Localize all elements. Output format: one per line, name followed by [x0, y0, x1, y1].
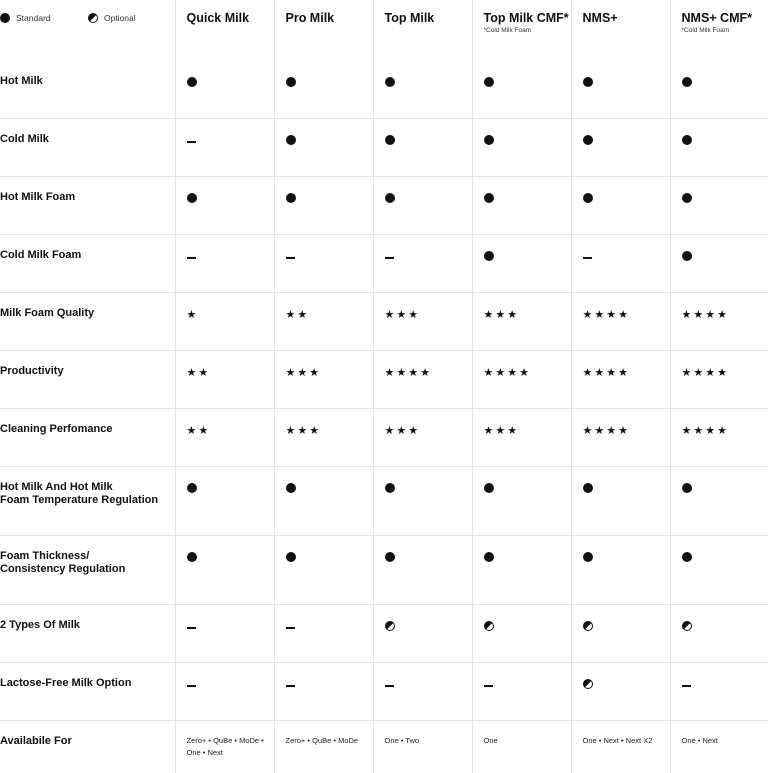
value-cell	[670, 351, 768, 409]
table-row	[0, 177, 768, 235]
dash-icon	[187, 685, 196, 687]
star-rating: ★★	[187, 367, 211, 379]
legend-standard	[0, 13, 51, 23]
filled-circle-icon	[484, 135, 494, 145]
filled-circle-icon	[484, 77, 494, 87]
value-cell	[670, 467, 768, 536]
table-row	[0, 721, 768, 773]
value-cell	[274, 536, 373, 605]
value-cell	[274, 721, 373, 773]
half-circle-icon	[385, 621, 395, 631]
dash-icon	[187, 141, 196, 143]
feature-label: Foam Thickness/ Consistency Regulation	[0, 536, 175, 605]
star-rating: ★★★	[286, 425, 322, 437]
value-cell	[175, 235, 274, 293]
filled-circle-icon	[385, 483, 395, 493]
value-cell	[472, 536, 571, 605]
feature-label: Cleaning Perfomance	[0, 409, 175, 467]
legend	[0, 0, 175, 61]
star-rating: ★★★	[286, 367, 322, 379]
star-rating: ★★★★	[484, 367, 531, 379]
column-header-top-milk	[373, 0, 472, 61]
value-cell	[472, 235, 571, 293]
filled-circle-icon	[484, 251, 494, 261]
filled-circle-icon	[385, 193, 395, 203]
filled-circle-icon	[385, 552, 395, 562]
value-cell	[670, 61, 768, 119]
availability-text: Zero+ • QuBe • MoDe • One • Next	[187, 736, 264, 757]
star-rating: ★★★★	[682, 309, 729, 321]
value-cell	[472, 409, 571, 467]
value-cell	[373, 235, 472, 293]
value-cell	[670, 536, 768, 605]
star-rating: ★★★★	[682, 367, 729, 379]
value-cell	[571, 663, 670, 721]
dash-icon	[385, 685, 394, 687]
value-cell	[670, 721, 768, 773]
column-title: Pro Milk	[286, 11, 335, 25]
value-cell	[274, 409, 373, 467]
value-cell	[373, 663, 472, 721]
filled-circle-icon	[286, 483, 296, 493]
feature-label: Availabile For	[0, 721, 175, 773]
value-cell	[175, 177, 274, 235]
value-cell	[274, 119, 373, 177]
dash-icon	[286, 627, 295, 629]
half-circle-icon	[88, 13, 98, 23]
value-cell	[274, 605, 373, 663]
value-cell	[670, 177, 768, 235]
value-cell	[670, 605, 768, 663]
value-cell	[472, 293, 571, 351]
value-cell	[472, 721, 571, 773]
legend-standard-label: Standard	[16, 13, 51, 23]
column-title: Top Milk	[385, 11, 435, 25]
filled-circle-icon	[682, 193, 692, 203]
value-cell	[472, 467, 571, 536]
dash-icon	[187, 257, 196, 259]
value-cell	[274, 351, 373, 409]
star-rating: ★★★	[484, 309, 520, 321]
value-cell	[571, 409, 670, 467]
dash-icon	[286, 685, 295, 687]
feature-label: Hot Milk And Hot Milk Foam Temperature Regulation	[0, 467, 175, 536]
filled-circle-icon	[484, 193, 494, 203]
filled-circle-icon	[682, 552, 692, 562]
value-cell	[373, 119, 472, 177]
value-cell	[373, 409, 472, 467]
column-title: Quick Milk	[187, 11, 250, 25]
feature-label: Hot Milk	[0, 61, 175, 119]
value-cell	[670, 293, 768, 351]
filled-circle-icon	[484, 483, 494, 493]
value-cell	[571, 235, 670, 293]
column-header-nms-plus	[571, 0, 670, 61]
value-cell	[175, 721, 274, 773]
filled-circle-icon	[682, 483, 692, 493]
value-cell	[175, 61, 274, 119]
star-rating: ★★★	[385, 309, 421, 321]
filled-circle-icon	[286, 135, 296, 145]
column-note: *Cold Milk Foam	[484, 27, 571, 34]
value-cell	[175, 536, 274, 605]
star-rating: ★★	[286, 309, 310, 321]
star-rating: ★★★★	[583, 367, 630, 379]
value-cell	[472, 61, 571, 119]
table-row	[0, 61, 768, 119]
star-rating: ★★★	[385, 425, 421, 437]
feature-label: Cold Milk Foam	[0, 235, 175, 293]
table-row	[0, 351, 768, 409]
value-cell	[373, 605, 472, 663]
value-cell	[274, 663, 373, 721]
feature-label: 2 Types Of Milk	[0, 605, 175, 663]
star-rating: ★★	[187, 425, 211, 437]
value-cell	[472, 119, 571, 177]
filled-circle-icon	[187, 193, 197, 203]
filled-circle-icon	[583, 552, 593, 562]
availability-text: One • Next • Next X2	[583, 736, 653, 745]
column-note: *Cold Milk Foam	[682, 27, 768, 34]
value-cell	[373, 177, 472, 235]
value-cell	[571, 119, 670, 177]
table-row	[0, 119, 768, 177]
availability-text: Zero+ • QuBe • MoDe	[286, 736, 359, 745]
table-row	[0, 235, 768, 293]
filled-circle-icon	[187, 483, 197, 493]
value-cell	[373, 721, 472, 773]
filled-circle-icon	[0, 13, 10, 23]
value-cell	[670, 409, 768, 467]
value-cell	[175, 351, 274, 409]
value-cell	[571, 536, 670, 605]
dash-icon	[583, 257, 592, 259]
filled-circle-icon	[682, 251, 692, 261]
filled-circle-icon	[286, 193, 296, 203]
value-cell	[274, 293, 373, 351]
feature-label: Lactose-Free Milk Option	[0, 663, 175, 721]
column-title: Top Milk CMF*	[484, 11, 569, 25]
value-cell	[373, 293, 472, 351]
feature-label: Productivity	[0, 351, 175, 409]
value-cell	[670, 119, 768, 177]
filled-circle-icon	[583, 193, 593, 203]
star-rating: ★★★★	[385, 367, 432, 379]
value-cell	[373, 61, 472, 119]
column-header-nms-plus-cmf	[670, 0, 768, 61]
dash-icon	[682, 685, 691, 687]
feature-label: Cold Milk	[0, 119, 175, 177]
dash-icon	[187, 627, 196, 629]
dash-icon	[286, 257, 295, 259]
header-row	[0, 0, 768, 61]
star-rating: ★★★★	[583, 309, 630, 321]
value-cell	[373, 467, 472, 536]
legend-optional-label: Optional	[104, 13, 136, 23]
value-cell	[571, 177, 670, 235]
column-title: NMS+	[583, 11, 618, 25]
half-circle-icon	[682, 621, 692, 631]
value-cell	[571, 605, 670, 663]
value-cell	[175, 605, 274, 663]
table-row	[0, 605, 768, 663]
filled-circle-icon	[583, 77, 593, 87]
value-cell	[175, 663, 274, 721]
value-cell	[670, 235, 768, 293]
availability-text: One • Next	[682, 736, 718, 745]
filled-circle-icon	[187, 77, 197, 87]
value-cell	[472, 177, 571, 235]
value-cell	[175, 293, 274, 351]
table-row	[0, 467, 768, 536]
legend-optional	[88, 13, 136, 23]
value-cell	[274, 177, 373, 235]
half-circle-icon	[583, 679, 593, 689]
filled-circle-icon	[682, 135, 692, 145]
column-header-quick-milk	[175, 0, 274, 61]
value-cell	[175, 119, 274, 177]
column-header-pro-milk	[274, 0, 373, 61]
filled-circle-icon	[583, 135, 593, 145]
column-header-top-milk-cmf	[472, 0, 571, 61]
column-title: NMS+ CMF*	[682, 11, 753, 25]
filled-circle-icon	[385, 135, 395, 145]
table-row	[0, 409, 768, 467]
star-rating: ★★★★	[583, 425, 630, 437]
filled-circle-icon	[187, 552, 197, 562]
value-cell	[472, 663, 571, 721]
dash-icon	[385, 257, 394, 259]
filled-circle-icon	[484, 552, 494, 562]
filled-circle-icon	[583, 483, 593, 493]
value-cell	[472, 605, 571, 663]
value-cell	[274, 235, 373, 293]
star-rating: ★	[187, 309, 199, 321]
value-cell	[571, 293, 670, 351]
feature-label: Milk Foam Quality	[0, 293, 175, 351]
value-cell	[571, 467, 670, 536]
star-rating: ★★★★	[682, 425, 729, 437]
filled-circle-icon	[286, 77, 296, 87]
value-cell	[571, 351, 670, 409]
table-row	[0, 536, 768, 605]
value-cell	[670, 663, 768, 721]
value-cell	[175, 467, 274, 536]
value-cell	[571, 61, 670, 119]
feature-label: Hot Milk Foam	[0, 177, 175, 235]
half-circle-icon	[583, 621, 593, 631]
dash-icon	[484, 685, 493, 687]
half-circle-icon	[484, 621, 494, 631]
star-rating: ★★★	[484, 425, 520, 437]
value-cell	[472, 351, 571, 409]
availability-text: One	[484, 736, 498, 745]
value-cell	[571, 721, 670, 773]
value-cell	[175, 409, 274, 467]
value-cell	[373, 536, 472, 605]
availability-text: One • Two	[385, 736, 420, 745]
value-cell	[274, 467, 373, 536]
table-row	[0, 663, 768, 721]
table-row	[0, 293, 768, 351]
value-cell	[373, 351, 472, 409]
value-cell	[274, 61, 373, 119]
filled-circle-icon	[682, 77, 692, 87]
filled-circle-icon	[385, 77, 395, 87]
filled-circle-icon	[286, 552, 296, 562]
